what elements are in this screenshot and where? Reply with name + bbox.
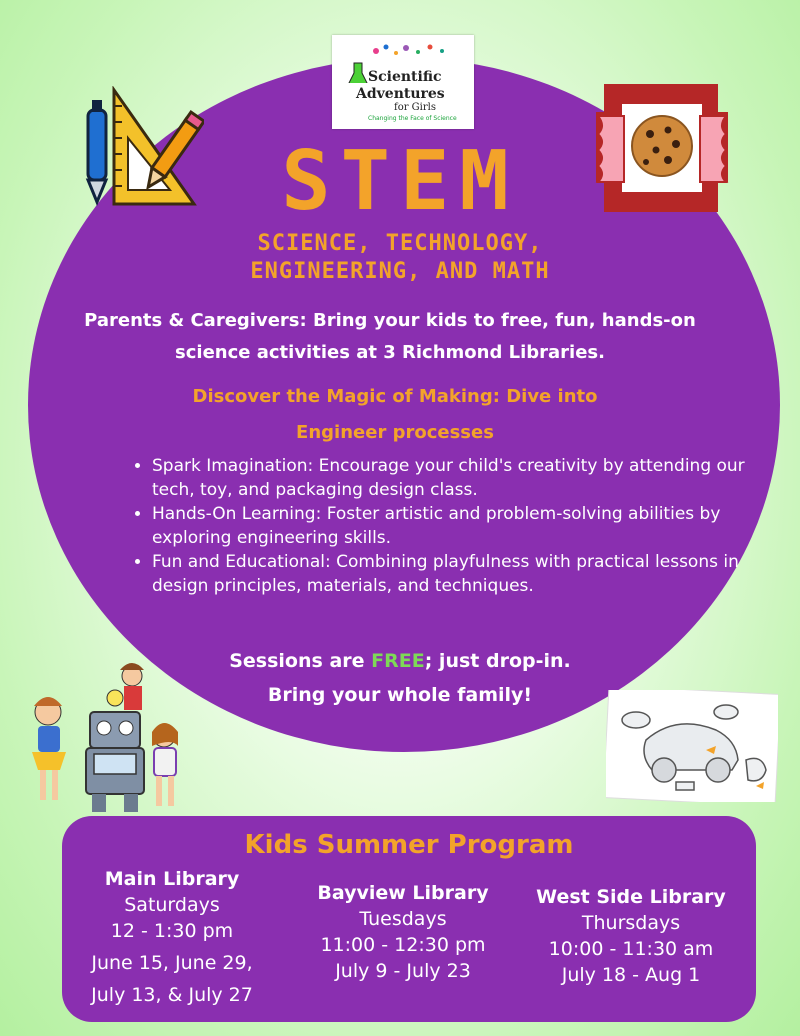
library-name: West Side Library xyxy=(536,886,726,908)
logo-tagline: Changing the Face of Science xyxy=(368,115,457,122)
kids-robot-illustration xyxy=(14,656,186,816)
library-time: 10:00 - 11:30 am xyxy=(548,938,714,960)
stem-subtitle-line-2: ENGINEERING, AND MATH xyxy=(250,259,550,284)
library-bayview xyxy=(298,880,508,984)
library-time: 12 - 1:30 pm xyxy=(110,920,234,942)
sessions-suffix: ; just drop-in. xyxy=(424,650,571,672)
library-dates: June 15, June 29, xyxy=(91,952,253,974)
sessions-line-2: Bring your whole family! xyxy=(267,684,533,706)
benefit-item: • Spark Imagination: Encourage your child's creativity by attending our tech, toy, and packaging design class. xyxy=(152,454,752,502)
library-dates: July 13, & July 27 xyxy=(91,984,253,1006)
logo-line-1: Scientific xyxy=(368,69,442,85)
library-day: Tuesdays xyxy=(359,908,447,930)
intro-line-2: science activities at 3 Richmond Libraries. xyxy=(175,342,605,363)
logo-line-3: for Girls xyxy=(394,102,436,113)
library-dates: July 18 - Aug 1 xyxy=(561,964,701,986)
sessions-prefix: Sessions are xyxy=(229,650,372,672)
sessions-free-word: FREE xyxy=(371,650,425,672)
discover-line-2: Engineer processes xyxy=(296,422,494,443)
discover-line-1: Discover the Magic of Making: Dive into xyxy=(192,386,598,407)
intro-line-1: Parents & Caregivers: Bring your kids to free, fun, hands-on xyxy=(84,310,696,331)
library-time: 11:00 - 12:30 pm xyxy=(320,934,486,956)
library-main xyxy=(74,866,270,1008)
program-title: Kids Summer Program xyxy=(244,830,574,860)
summer-program-panel xyxy=(62,816,756,1022)
benefits-list xyxy=(130,454,752,598)
stem-subtitle-line-1: SCIENCE, TECHNOLOGY, xyxy=(257,231,543,256)
benefit-item: • Hands-On Learning: Foster artistic and problem-solving abilities by exploring engineering skills. xyxy=(152,502,752,550)
library-day: Saturdays xyxy=(124,894,220,916)
logo-line-2: Adventures xyxy=(356,86,445,102)
library-dates: July 9 - July 23 xyxy=(335,960,471,982)
library-day: Thursdays xyxy=(581,912,681,934)
library-name: Bayview Library xyxy=(317,882,489,904)
scientific-adventures-logo xyxy=(332,35,474,129)
benefit-item: • Fun and Educational: Combining playfulness with practical lessons in design principles, materials, and techniques. xyxy=(152,550,752,598)
library-west-side xyxy=(520,884,742,988)
stem-title: STEM xyxy=(281,134,519,229)
library-name: Main Library xyxy=(104,868,240,890)
car-sketch-illustration xyxy=(606,690,778,802)
